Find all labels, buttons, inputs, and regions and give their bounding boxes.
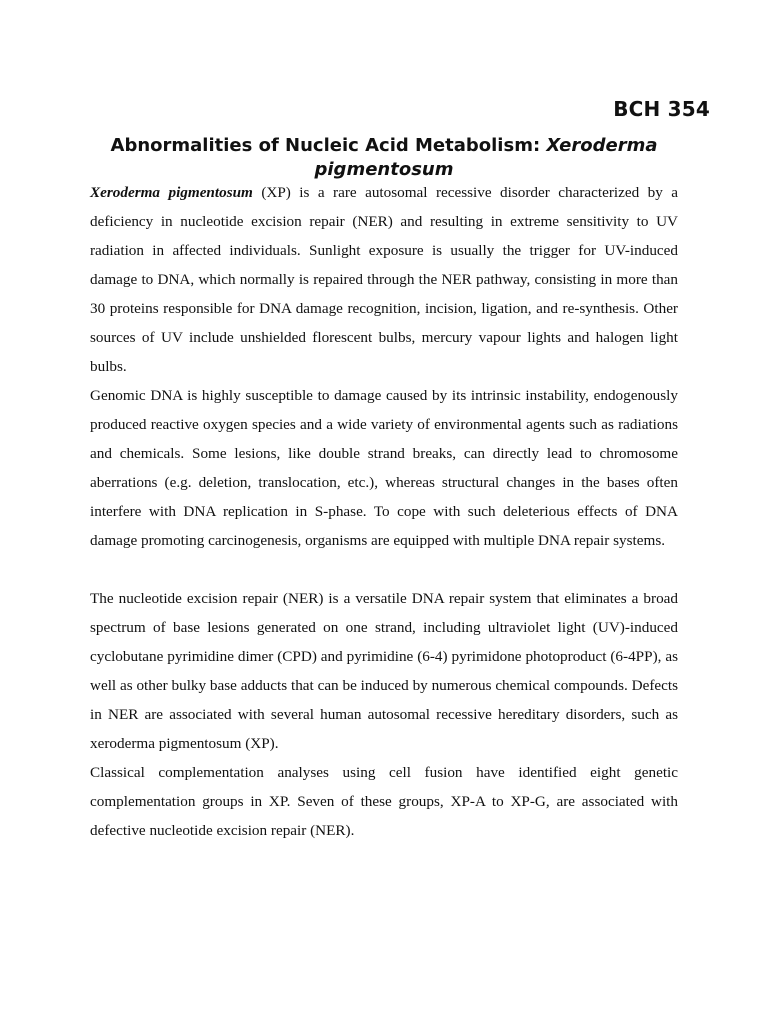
document-title <box>90 134 678 182</box>
course-code: BCH 354 <box>613 97 710 121</box>
paragraph-complementation: Classical complementation analyses using cell fusion have identified eight genetic complementation groups in XP. Seven of these groups, XP-A to XP-G, are associated with defective nucleotide excision repair (NER). <box>90 764 678 839</box>
paragraph-genomic-dna: Genomic DNA is highly susceptible to damage caused by its intrinsic instability, endogenously produced reactive oxygen species and a wide variety of environmental agents such as radiations and chemicals. Some lesions, like double strand breaks, can directly lead to chromosome aberrations (e.g. deletion, translocation, etc.), whereas structural changes in the bases often interfere with DNA replication in S-phase. To cope with such deleterious effects of DNA damage promoting carcinogenesis, organisms are equipped with multiple DNA repair systems. <box>90 387 678 549</box>
paragraph-ner: The nucleotide excision repair (NER) is a versatile DNA repair system that eliminates a broad spectrum of base lesions generated on one strand, including ultraviolet light (UV)-induced cyclobutane pyrimidine dimer (CPD) and pyrimidine (6-4) pyrimidone photoproduct (6-4PP), as well as other bulky base adducts that can be induced by numerous chemical compounds. Defects in NER are associated with several human autosomal recessive hereditary disorders, such as xeroderma pigmentosum (XP). <box>90 590 678 752</box>
paragraph-xp-definition <box>90 178 678 381</box>
lead-term: Xeroderma pigmentosum <box>90 184 253 201</box>
title-main-text: Abnormalities of Nucleic Acid Metabolism: <box>110 135 547 156</box>
title-italic-text: Xeroderma pigmentosum <box>314 135 658 180</box>
document-body <box>90 178 678 845</box>
paragraph-text: (XP) is a rare autosomal recessive disorder characterized by a deficiency in nucleotide excision repair (NER) and resulting in extreme sensitivity to UV radiation in affected individuals. Sunlight exposure is usually the trigger for UV-induced damage to DNA, which normally is repaired through the NER pathway, consisting in more than 30 proteins responsible for DNA damage recognition, incision, ligation, and re-synthesis. Other sources of UV include unshielded florescent bulbs, mercury vapour lights and halogen light bulbs. <box>90 184 679 375</box>
